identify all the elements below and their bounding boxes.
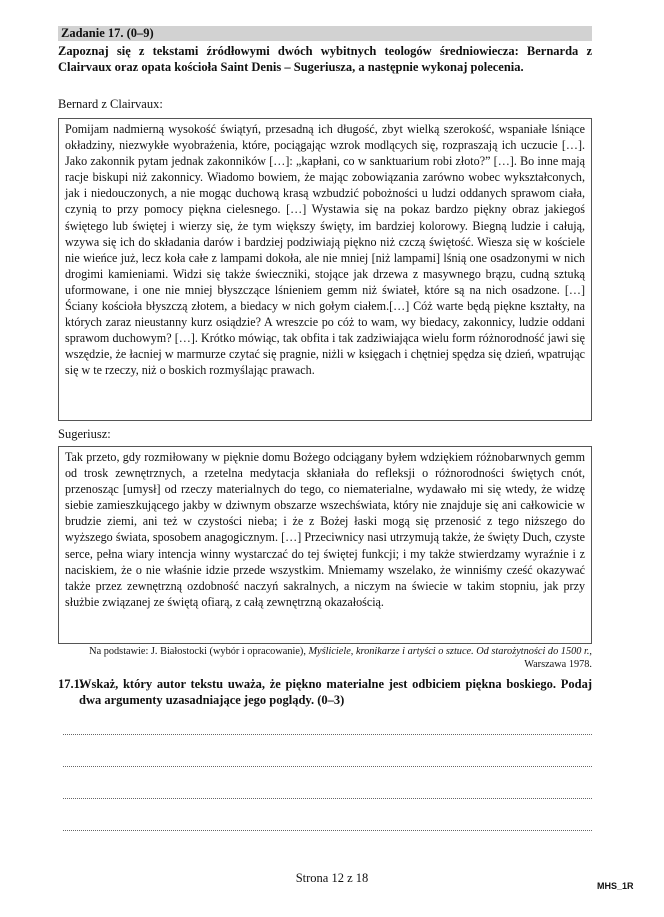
question-text: Wskaż, który autor tekstu uważa, że piękno materialne jest odbiciem piękna boskiego. Podaj dwa argumenty uzasadniające jego poglądy. (0–3) [79, 677, 592, 707]
source-citation-prefix: Na podstawie: J. Białostocki (wybór i opracowanie), [89, 646, 309, 657]
source-citation [58, 645, 592, 671]
source-citation-title: Myśliciele, kronikarze i artyści o sztuce. Od starożytności do 1500 r. [308, 646, 590, 657]
source-text-bernard-body: Pomijam nadmierną wysokość świątyń, przesadną ich długość, zbyt wielką szerokość, wspaniałe lśniące okładziny, niezwykłe wyobrażenia, które, pociągając wzrok modlących się, rozpraszają ich uczucie […]. Jako zakonnik pytam jednak zakonników […]: „kapłani, co w sanktuarium robi złoto?” […]. Bo inne mają racje biskupi niż zakonnicy. Wiadomo bowiem, że mając zobowiązania zarówno wobec wykształconych, jak i niedouczonych, a nie mogąc duchową krasą wzbudzić pobożności u ludzi oddanych sprawom ciała, czynią to przy pomocy piękna cielesnego. […] Wystawia się na pokaz bardzo piękny obraz jakiegoś świętego lub świętej i wierzy się, że tym większy święty, im bardziej kolorowy. Biegną ludzie i całują, wzywa się ich do składania darów i bardziej podziwiają piękno niż czczą świętość. Wiesza się w kościele nie wieńce już, lecz koła całe z lampami dokoła, ale nie mniej [niż lampami] lśnią one osadzonymi w nich drogimi kamieniami. Widzi się także świeczniki, stojące jak drzewa z masywnego brązu, cudną sztuką uformowane, i one nie mniej błyszczące lśnieniem gemm niż świateł, które są na nich osadzone. […] Ściany kościoła błyszczą złotem, a biedacy w nich gołym ciałem.[…] Cóż warte będą piękne kształty, na których zaraz nieustanny kurz osiądzie? A wreszcie po cóż to wam, wy biedacy, zakonnicy, ludzie oddani sprawom duchowym? […]. Krótko mówiąc, tak obfita i tak zadziwiająca wielu form różnorodność jawi się wszędzie, że łacniej w marmurze czytać się pragnie, niżli w księgach i chętniej spędza się dzień, wpatrując się w te rzeczy, niż o boskich rozmyślając prawach. [65, 122, 585, 378]
task-title: Zadanie 17. (0–9) [61, 26, 154, 40]
source-citation-suffix: , Warszawa 1978. [524, 646, 592, 670]
answer-line[interactable] [63, 734, 592, 735]
answer-line[interactable] [63, 766, 592, 767]
page-number: Strona 12 z 18 [295, 871, 369, 885]
author-sugeriusz: Sugeriusz: [58, 427, 111, 441]
author-bernard: Bernard z Clairvaux: [58, 97, 163, 111]
task-instruction: Zapoznaj się z tekstami źródłowymi dwóch wybitnych teologów średniowiecza: Bernarda z Clairvaux oraz opata kościoła Saint Denis – Sugeriusza, a następnie wykonaj polecenia. [58, 44, 592, 74]
exam-code: MHS_1R [597, 881, 634, 891]
source-text-bernard [58, 118, 592, 421]
source-text-sugeriusz [58, 446, 592, 644]
question-number: 17.1. [58, 677, 83, 691]
answer-line[interactable] [63, 798, 592, 799]
answer-line[interactable] [63, 830, 592, 831]
source-text-sugeriusz-body: Tak przeto, gdy rozmiłowany w pięknie domu Bożego odciągany byłem wdziękiem różnobarwnych gemm od trosk zewnętrznych, a rzetelna medytacja skłaniała do refleksji o różnorodności świętych cnót, przenosząc [umysł] od rzeczy materialnych do tego, co niematerialne, wydawało mi się wtedy, że widzę siebie zamieszkującego jakby w dziwnym obszarze wszechświata, który nie znajduje się ani całkowicie w brudzie ziemi, ani też w czystości nieba; i że z Bożej łaski mogą się przenosić z tego niższego do wyższego świata, sposobem anagogicznym. […] Przeciwnicy nasi utrzymują także, że święty Duch, czyste serce, pełna wiary intencja winny wystarczać do tej świętej funkcji; i my także stwierdzamy wyraźnie i z naciskiem, że o nie właśnie idzie przede wszystkim. Mniemamy wszelako, że winniśmy cześć okazywać także przez zewnętrzną ozdobność naczyń sakralnych, a niczym na świecie w takim stopniu, jak przy służbie związanej ze świętą ofiarą, z całą zewnętrzną okazałością. [65, 450, 585, 609]
